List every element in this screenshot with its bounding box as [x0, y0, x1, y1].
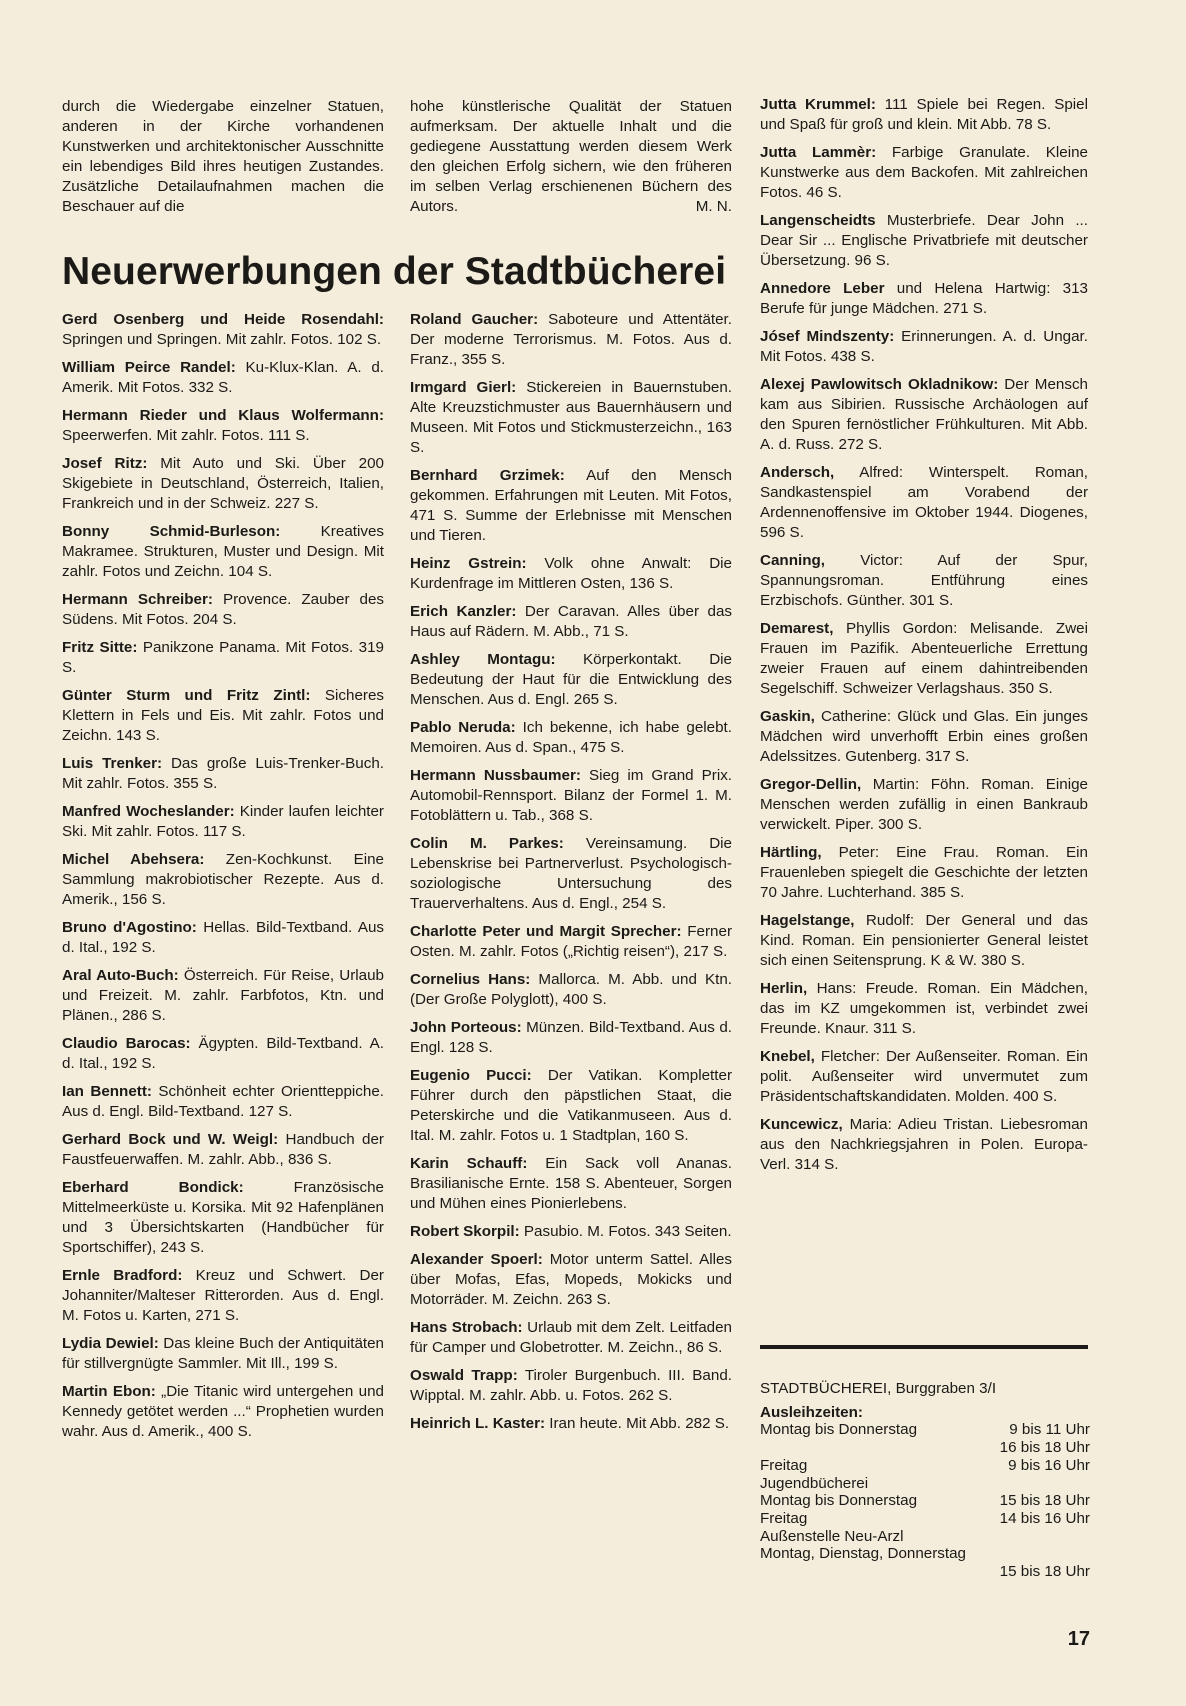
hours-day: Montag, Dienstag, Donnerstag: [760, 1545, 966, 1563]
book-description: Sieg im Grand Prix. Automobil-Rennsport. Bilanz der Formel 1. M. Fotoblättern u. Tab., 368 S.: [410, 767, 733, 824]
book-entry: [62, 638, 384, 678]
book-author: Kuncewicz,: [760, 1116, 843, 1133]
book-author: Oswald Trapp:: [410, 1367, 518, 1384]
book-description: Erinnerungen. A. d. Ungar. Mit Fotos. 438 S.: [760, 328, 1088, 365]
book-entry: [62, 358, 384, 398]
book-author: Ian Bennett:: [62, 1083, 152, 1100]
book-entry: [62, 686, 384, 746]
section-headline: Neuerwerbungen der Stadtbücherei: [62, 250, 727, 293]
book-author: Bernhard Grzimek:: [410, 467, 565, 484]
column-1: [62, 310, 384, 1450]
book-entry: [62, 850, 384, 910]
book-description: Tiroler Burgenbuch. III. Band. Wipptal. M. zahlr. Abb. u. Fotos. 262 S.: [410, 1367, 732, 1404]
book-description: Das kleine Buch der Antiquitäten für stillvergnügte Sammler. Mit Ill., 199 S.: [62, 1335, 385, 1372]
book-description: und Helena Hartwig: 313 Berufe für junge Mädchen. 271 S.: [760, 280, 1088, 317]
book-entry: [410, 1318, 732, 1358]
book-description: Panikzone Panama. Mit Fotos. 319 S.: [62, 639, 384, 676]
book-description: Österreich. Für Reise, Urlaub und Freizeit. M. zahlr. Farbfotos, Ktn. und Plänen., 286 S.: [62, 967, 384, 1024]
book-description: Fletcher: Der Außenseiter. Roman. Ein polit. Außenseiter wird unvermutet zum Präsidentschaftskandidaten. Molden. 400 S.: [760, 1048, 1088, 1105]
book-entry: [62, 454, 384, 514]
book-description: Alfred: Winterspelt. Roman, Sandkastenspiel am Vorabend der Ardennenoffensive im Oktober 1944. Diogenes, 596 S.: [760, 464, 1088, 541]
book-description: Ein Sack voll Ananas. Brasilianische Ernte. 158 S. Abenteuer, Sorgen und Mühen eines Pionierlebens.: [410, 1155, 733, 1212]
book-description: Ich bekenne, ich habe gelebt. Memoiren. Aus d. Span., 475 S.: [410, 719, 732, 756]
intro-text-2: hohe künstlerische Qualität der Statuen aufmerksam. Der aktuelle Inhalt und die gediegene Ausstattung werden diesem Werk den gleichen Erfolg sichern, wie den früheren im selben Verlag erschienenen Büchern des Autors. M. N.: [410, 98, 732, 215]
book-entry: [62, 1082, 384, 1122]
book-author: Gregor-Dellin,: [760, 776, 862, 793]
book-description: Farbige Granulate. Kleine Kunstwerke aus dem Backofen. Mit zahlreichen Fotos. 46 S.: [760, 144, 1088, 201]
section-divider: [760, 1345, 1088, 1349]
book-entry: [760, 95, 1088, 135]
book-author: Andersch,: [760, 464, 835, 481]
book-author: Hagelstange,: [760, 912, 855, 929]
book-author: Alexander Spoerl:: [410, 1251, 543, 1268]
book-entry: [410, 1018, 732, 1058]
book-author: Irmgard Gierl:: [410, 379, 517, 396]
book-author: Fritz Sitte:: [62, 639, 138, 656]
book-description: Handbuch der Faustfeuerwaffen. M. zahlr. Abb., 836 S.: [62, 1131, 384, 1168]
hours-time: 16 bis 18 Uhr: [999, 1439, 1090, 1457]
hours-day: Freitag: [760, 1509, 808, 1527]
hours-time: 15 bis 18 Uhr: [999, 1492, 1090, 1510]
book-description: Ägypten. Bild-Textband. A. d. Ital., 192 S.: [62, 1035, 385, 1072]
book-author: Herlin,: [760, 980, 808, 997]
book-author: Jósef Mindszenty:: [760, 328, 895, 345]
book-description: Urlaub mit dem Zelt. Leitfaden für Camper und Globetrotter. M. Zeichn., 86 S.: [410, 1319, 732, 1356]
book-entry: [760, 463, 1088, 543]
book-author: Luis Trenker:: [62, 755, 163, 772]
column-2: [410, 310, 732, 1442]
book-description: Speerwerfen. Mit zahlr. Fotos. 111 S.: [62, 427, 310, 444]
book-entry: [410, 766, 732, 826]
hours-day: Freitag: [760, 1456, 808, 1474]
book-description: Motor unterm Sattel. Alles über Mofas, Efas, Mopeds, Mokicks und Motorräder. M. Zeichn. 263 S.: [410, 1251, 732, 1308]
hours-day: Montag bis Donnerstag: [760, 1492, 918, 1510]
book-author: Annedore Leber: [760, 280, 885, 297]
book-entry: [760, 707, 1088, 767]
book-author: Canning,: [760, 552, 825, 569]
book-description: Saboteure und Attentäter. Der moderne Terrorismus. M. Fotos. Aus d. Franz., 355 S.: [410, 311, 732, 368]
book-author: Martin Ebon:: [62, 1383, 156, 1400]
hours-row: [760, 1457, 1090, 1475]
book-description: Französische Mittelmeerküste u. Korsika. Mit 92 Hafenplänen und 3 Übersichtskarten (Handbücher für Sportschiffer), 243 S.: [62, 1179, 384, 1256]
book-entry: [410, 1066, 732, 1146]
book-entry: [62, 1034, 384, 1074]
book-entry: [62, 754, 384, 794]
book-description: Peter: Eine Frau. Roman. Ein Frauenleben spiegelt die Geschichte der letzten 70 Jahre. Luchterhand. 385 S.: [760, 844, 1088, 901]
hours-time: 9 bis 11 Uhr: [1009, 1421, 1090, 1439]
book-entry: [410, 1154, 732, 1214]
hours-row: [760, 1510, 1090, 1528]
book-description: Iran heute. Mit Abb. 282 S.: [545, 1415, 730, 1432]
hours-day: Montag bis Donnerstag: [760, 1421, 918, 1439]
book-description: Hans: Freude. Roman. Ein Mädchen, das im KZ umgekommen ist, verbindet zwei Freunde. Knaur. 311 S.: [760, 980, 1088, 1037]
book-author: Jutta Krummel:: [760, 96, 876, 113]
book-description: Provence. Zauber des Südens. Mit Fotos. 204 S.: [62, 591, 384, 628]
book-description: Catherine: Glück und Glas. Ein junges Mädchen wird unverhofft Erbin eines großen Adelssitzes. Gutenberg. 317 S.: [760, 708, 1088, 765]
book-author: Colin M. Parkes:: [410, 835, 564, 852]
book-entry: [410, 1414, 732, 1434]
hours-time: 9 bis 16 Uhr: [1008, 1456, 1090, 1474]
book-description: Münzen. Bild-Textband. Aus d. Engl. 128 S.: [410, 1019, 732, 1056]
book-description: Körperkontakt. Die Bedeutung der Haut für die Entwicklung des Menschen. Aus d. Engl. 265 S.: [410, 651, 732, 708]
book-author: Lydia Dewiel:: [62, 1335, 159, 1352]
book-entry: [62, 310, 384, 350]
book-entry: [410, 378, 732, 458]
book-entry: [410, 602, 732, 642]
book-entry: [410, 650, 732, 710]
book-description: Auf den Mensch gekommen. Erfahrungen mit Leuten. Mit Fotos, 471 S. Summe der Erlebnisse mit Menschen und Tieren.: [410, 467, 732, 544]
library-title: STADTBÜCHEREI, Burggraben 3/I: [760, 1380, 997, 1397]
book-entry: [62, 1334, 384, 1374]
book-description: Kreuz und Schwert. Der Johanniter/Malteser Ritterorden. Aus d. Engl. M. Fotos u. Karten, 271 S.: [62, 1267, 384, 1324]
book-description: Maria: Adieu Tristan. Liebesroman aus den Nachkriegsjahren in Polen. Europa-Verl. 314 S.: [760, 1116, 1088, 1173]
book-author: Karin Schauff:: [410, 1155, 528, 1172]
book-entry: [62, 1130, 384, 1170]
book-author: Manfred Wocheslander:: [62, 803, 235, 820]
book-description: Vereinsamung. Die Lebenskrise bei Partnerverlust. Psychologisch-soziologische Untersuchung des Trauerverhaltens. Aus d. Engl., 254 S.: [410, 835, 733, 912]
youth-library-heading: Jugendbücherei: [760, 1474, 869, 1492]
book-author: Demarest,: [760, 620, 834, 637]
book-author: Eberhard Bondick:: [62, 1179, 244, 1196]
book-entry: [410, 1250, 732, 1310]
book-description: Kinder laufen leichter Ski. Mit zahlr. Fotos. 117 S.: [62, 803, 384, 840]
book-entry: [760, 775, 1088, 835]
book-author: Pablo Neruda:: [410, 719, 516, 736]
book-entry: [62, 590, 384, 630]
book-description: 111 Spiele bei Regen. Spiel und Spaß für groß und klein. Mit Abb. 78 S.: [760, 96, 1088, 133]
book-author: Charlotte Peter und Margit Sprecher:: [410, 923, 682, 940]
book-author: Alexej Pawlowitsch Okladnikow:: [760, 376, 999, 393]
book-entry: [410, 970, 732, 1010]
book-description: Kreatives Makramee. Strukturen, Muster und Design. Mit zahlr. Fotos und Zeichn. 104 S.: [62, 523, 384, 580]
page-number: 17: [1067, 1628, 1090, 1650]
intro-column-2: [410, 97, 732, 217]
book-description: Victor: Auf der Spur, Spannungsroman. Entführung eines Erzbischofs. Günther. 301 S.: [760, 552, 1088, 609]
book-description: Rudolf: Der General und das Kind. Roman. Ein pensionierter General leistet sich einen Seitensprung. K & W. 380 S.: [760, 912, 1088, 969]
book-entry: [760, 551, 1088, 611]
book-description: „Die Titanic wird untergehen und Kennedy getötet werden ...“ Prophetien wurden wahr. Aus d. Amerik., 400 S.: [62, 1383, 384, 1440]
book-author: Gerhard Bock und W. Weigl:: [62, 1131, 279, 1148]
book-author: Ashley Montagu:: [410, 651, 556, 668]
book-author: Robert Skorpil:: [410, 1223, 520, 1240]
book-author: Günter Sturm und Fritz Zintl:: [62, 687, 311, 704]
book-entry: [760, 211, 1088, 271]
book-description: Der Mensch kam aus Sibirien. Russische Archäologen auf den Spuren fernöstlicher Frühkulturen. Mit Abb. A. d. Russ. 272 S.: [760, 376, 1088, 453]
book-author: Heinz Gstrein:: [410, 555, 527, 572]
book-entry: [62, 966, 384, 1026]
book-author: Gaskin,: [760, 708, 815, 725]
intro-text-1: durch die Wiedergabe einzelner Statuen, anderen in der Kirche vorhandenen Kunstwerken und architektonischer Ausschnitte ein lebendiges Bild ihres heutigen Zustandes. Zusätzliche Detailaufnahmen machen die Beschauer auf die: [62, 98, 384, 215]
book-author: Hans Strobach:: [410, 1319, 523, 1336]
book-author: Aral Auto-Buch:: [62, 967, 179, 984]
book-author: Bruno d'Agostino:: [62, 919, 197, 936]
book-description: Das große Luis-Trenker-Buch. Mit zahlr. Fotos. 355 S.: [62, 755, 385, 792]
book-entry: [62, 802, 384, 842]
book-entry: [410, 922, 732, 962]
book-entry: [410, 834, 732, 914]
book-author: Cornelius Hans:: [410, 971, 531, 988]
book-author: Heinrich L. Kaster:: [410, 1415, 546, 1432]
book-author: Hermann Nussbaumer:: [410, 767, 581, 784]
book-entry: [62, 1382, 384, 1442]
book-description: Sicheres Klettern in Fels und Eis. Mit zahlr. Fotos und Zeichn. 143 S.: [62, 687, 384, 744]
book-author: Hermann Schreiber:: [62, 591, 213, 608]
book-description: Hellas. Bild-Textband. Aus d. Ital., 192 S.: [62, 919, 384, 956]
book-author: Eugenio Pucci:: [410, 1067, 532, 1084]
book-description: Der Caravan. Alles über das Haus auf Rädern. M. Abb., 71 S.: [410, 603, 733, 640]
book-author: Gerd Osenberg und Heide Rosendahl:: [62, 311, 384, 328]
intro-column-1: [62, 97, 384, 217]
book-entry: [760, 1115, 1088, 1175]
book-entry: [760, 375, 1088, 455]
library-info: [760, 1380, 1090, 1581]
book-author: William Peirce Randel:: [62, 359, 236, 376]
book-entry: [62, 522, 384, 582]
intro-signature: M. N.: [695, 198, 732, 215]
hours-time: 15 bis 18 Uhr: [999, 1563, 1090, 1581]
book-entry: [410, 718, 732, 758]
book-description: Martin: Föhn. Roman. Einige Menschen werden zufällig in einen Bankraub verwickelt. Piper. 300 S.: [760, 776, 1088, 833]
book-author: John Porteous:: [410, 1019, 522, 1036]
book-description: Zen-Kochkunst. Eine Sammlung makrobiotischer Rezepte. Aus d. Amerik., 156 S.: [62, 851, 384, 908]
book-entry: [760, 979, 1088, 1039]
book-author: Jutta Lammèr:: [760, 144, 877, 161]
book-description: Schönheit echter Orientteppiche. Aus d. Engl. Bild-Textband. 127 S.: [62, 1083, 384, 1120]
book-entry: [62, 1178, 384, 1258]
book-author: Claudio Barocas:: [62, 1035, 191, 1052]
book-entry: [760, 911, 1088, 971]
book-author: Bonny Schmid-Burleson:: [62, 523, 281, 540]
book-author: Josef Ritz:: [62, 455, 148, 472]
book-entry: [760, 619, 1088, 699]
book-author: Knebel,: [760, 1048, 815, 1065]
book-description: Mit Auto und Ski. Über 200 Skigebiete in Deutschland, Österreich, Italien, Frankreich und in der Schweiz. 227 S.: [62, 455, 385, 512]
book-description: Springen und Springen. Mit zahlr. Fotos. 102 S.: [62, 331, 382, 348]
book-description: Pasubio. M. Fotos. 343 Seiten.: [519, 1223, 732, 1240]
book-entry: [62, 406, 384, 446]
book-author: Roland Gaucher:: [410, 311, 539, 328]
book-author: Hermann Rieder und Klaus Wolfermann:: [62, 407, 384, 424]
hours-row: [760, 1421, 1090, 1439]
book-entry: [410, 1222, 732, 1242]
book-author: Langenscheidts: [760, 212, 876, 229]
book-description: Ku-Klux-Klan. A. d. Amerik. Mit Fotos. 332 S.: [62, 359, 384, 396]
branch-heading: Außenstelle Neu-Arzl: [760, 1527, 904, 1545]
book-entry: [410, 310, 732, 370]
book-entry: [410, 466, 732, 546]
book-description: Phyllis Gordon: Melisande. Zwei Frauen im Pazifik. Abenteuerliche Errettung zweier Frauen auf einem dahintreibenden Segelschiff. Schweizer Verlagshaus. 350 S.: [760, 620, 1088, 697]
book-description: Mallorca. M. Abb. und Ktn. (Der Große Polyglott), 400 S.: [410, 971, 732, 1008]
book-entry: [410, 1366, 732, 1406]
hours-heading: Ausleihzeiten:: [760, 1403, 863, 1421]
column-3: [760, 95, 1088, 1183]
book-description: Ferner Osten. M. zahlr. Fotos („Richtig reisen“), 217 S.: [410, 923, 733, 960]
book-entry: [760, 843, 1088, 903]
book-description: Der Vatikan. Kompletter Führer durch den päpstlichen Staat, die Peterskirche und die Vatikanmuseen. Aus d. Ital. M. zahlr. Fotos u. 1 Stadtplan, 160 S.: [410, 1067, 732, 1144]
book-entry: [410, 554, 732, 594]
book-entry: [760, 143, 1088, 203]
book-author: Ernle Bradford:: [62, 1267, 183, 1284]
book-entry: [760, 327, 1088, 367]
book-entry: [760, 279, 1088, 319]
book-description: Volk ohne Anwalt: Die Kurdenfrage im Mittleren Osten, 136 S.: [410, 555, 732, 592]
book-author: Erich Kanzler:: [410, 603, 517, 620]
book-entry: [760, 1047, 1088, 1107]
book-entry: [62, 918, 384, 958]
book-entry: [62, 1266, 384, 1326]
book-author: Michel Abehsera:: [62, 851, 205, 868]
book-author: Härtling,: [760, 844, 822, 861]
book-description: Musterbriefe. Dear John ... Dear Sir ... Englische Privatbriefe mit deutscher Übersetzung. 96 S.: [760, 212, 1088, 269]
book-description: Stickereien in Bauernstuben. Alte Kreuzstichmuster aus Bauernhäusern und Museen. Mit Fotos und Stickmusterzeichn., 163 S.: [410, 379, 733, 456]
hours-row: [760, 1492, 1090, 1510]
hours-time: 14 bis 16 Uhr: [999, 1509, 1090, 1527]
